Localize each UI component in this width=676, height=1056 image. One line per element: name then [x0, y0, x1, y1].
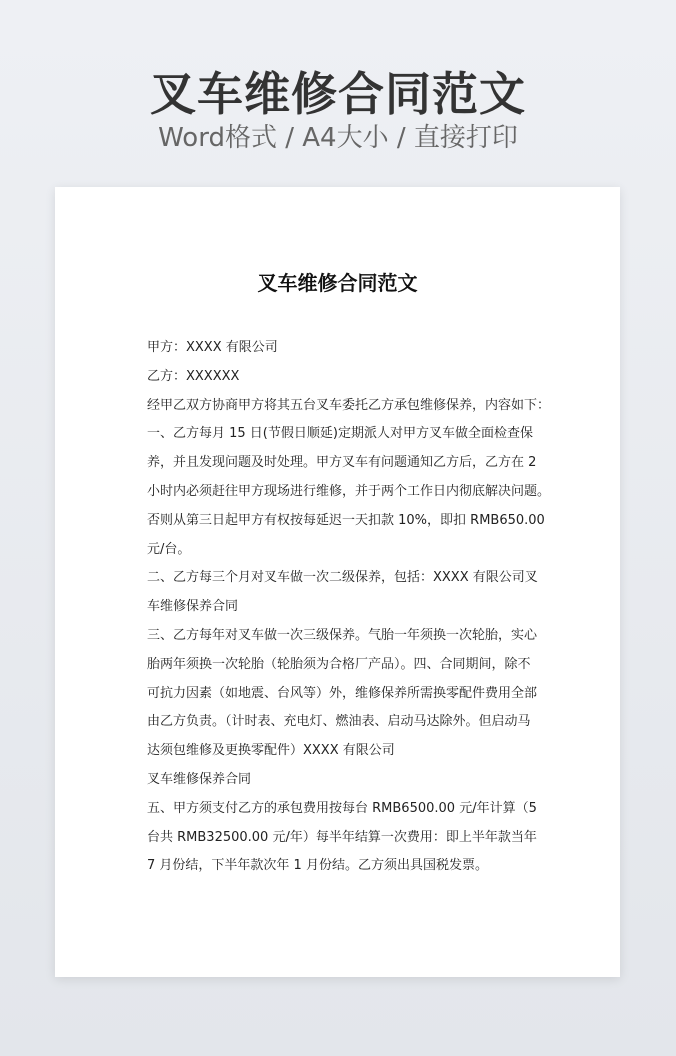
document-body: [147, 334, 551, 881]
text-line: 三、乙方每年对叉车做一次三级保养。气胎一年须换一次轮胎，实心: [147, 627, 538, 643]
text-line: 甲方：XXXX 有限公司: [147, 340, 278, 355]
text-line: 元/台。: [147, 541, 191, 557]
text-line: 经甲乙双方协商甲方将其五台叉车委托乙方承包维修保养，内容如下：: [147, 397, 551, 413]
document-title: 叉车维修合同范文: [257, 271, 418, 295]
document-page: [55, 187, 620, 977]
banner-subtitle: Word格式 / A4大小 / 直接打印: [158, 123, 518, 153]
text-line: 可抗力因素（如地震、台风等）外，维修保养所需换零配件费用全部: [147, 685, 538, 701]
text-line: 由乙方负责。（计时表、充电灯、燃油表、启动马达除外。但启动马: [147, 714, 531, 730]
text-line: 二、乙方每三个月对叉车做一次二级保养，包括：XXXX 有限公司叉: [147, 570, 538, 586]
text-line: 达须包维修及更换零配件）XXXX 有限公司: [147, 743, 395, 759]
text-line: 乙方：XXXXXX: [147, 368, 240, 384]
text-line: 胎两年须换一次轮胎（轮胎须为合格厂产品）。四、合同期间，除不: [147, 656, 531, 672]
text-line: 台共 RMB32500.00 元/年）每半年结算一次费用：即上半年款当年: [147, 829, 537, 845]
text-line: 五、甲方须支付乙方的承包费用按每台 RMB6500.00 元/年计算（5: [147, 800, 537, 816]
text-line: 小时内必须赶往甲方现场进行维修，并于两个工作日内彻底解决问题。: [147, 483, 551, 499]
banner-title: 叉车维修合同范文: [150, 67, 526, 121]
text-line: 7 月份结，下半年款次年 1 月份结。乙方须出具国税发票。: [147, 858, 488, 874]
text-line: 养，并且发现问题及时处理。甲方叉车有问题通知乙方后，乙方在 2: [147, 455, 537, 471]
text-line: 叉车维修保养合同: [147, 771, 252, 787]
text-line: 一、乙方每月 15 日(节假日顺延)定期派人对甲方叉车做全面检查保: [147, 426, 533, 442]
text-line: 车维修保养合同: [147, 599, 239, 615]
text-line: 否则从第三日起甲方有权按每延迟一天扣款 10%，即扣 RMB650.00: [147, 512, 545, 528]
